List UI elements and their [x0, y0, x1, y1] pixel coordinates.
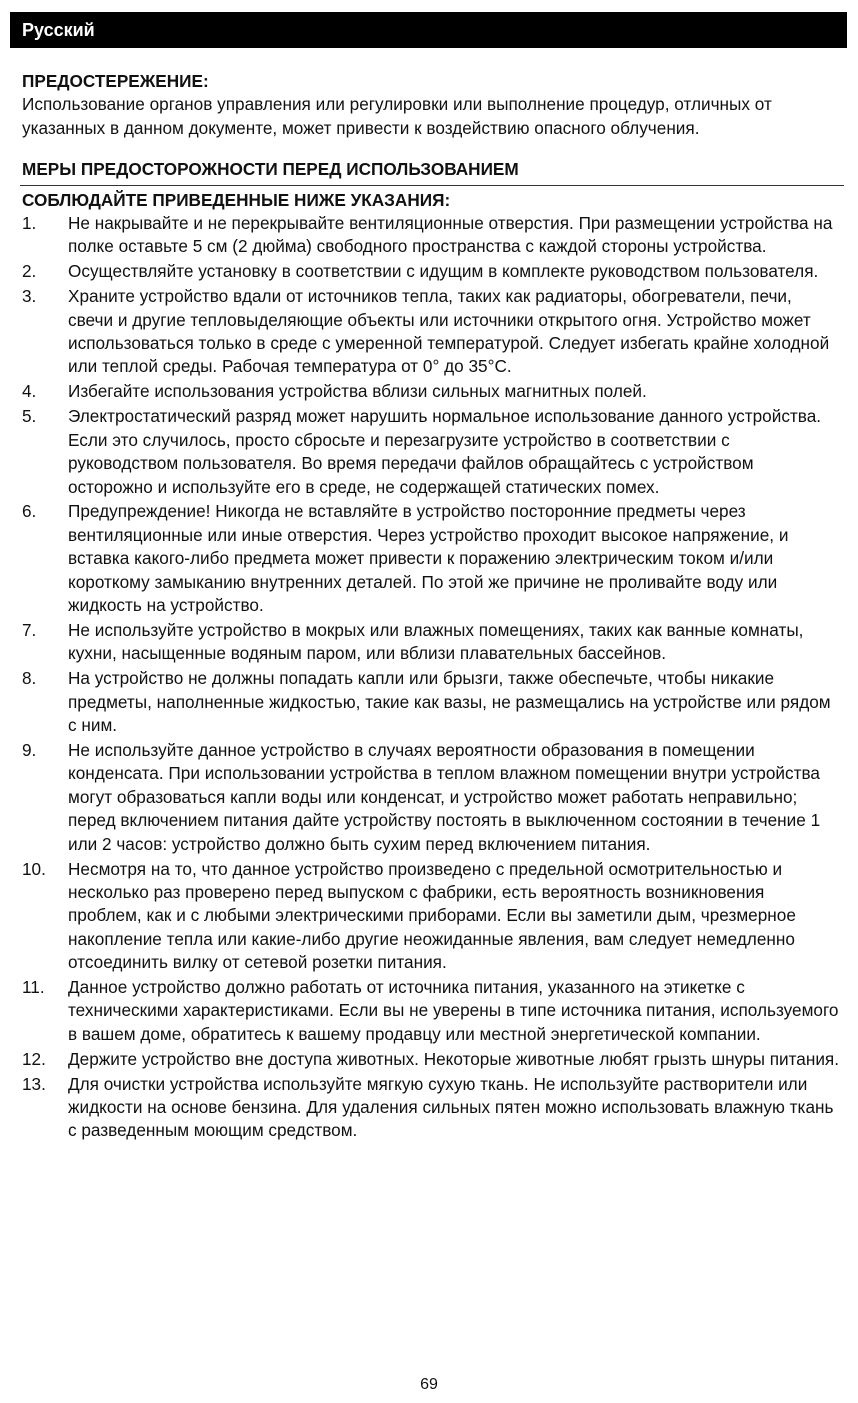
item-number: 3.	[22, 286, 37, 307]
item-number: 5.	[22, 406, 37, 427]
item-number: 13.	[22, 1073, 46, 1094]
item-text: Осуществляйте установку в соответствии с идущим в комплекте руководством пользователя.	[68, 261, 819, 282]
item-text: Предупреждение! Никогда не вставляйте в устройство посторонние предметы через вентиляционные или иные отверстия. Через устройство проходит высокое напряжение, и вставка какого-либо предмета может привести к поражению электрическим током и/или короткому замыканию внутренних деталей. По этой же причине не проливайте воду или жидкость на устройство.	[68, 501, 789, 616]
list-item	[22, 500, 840, 617]
item-number: 8.	[22, 668, 37, 689]
precautions-subtitle: СОБЛЮДАЙТЕ ПРИВЕДЕННЫЕ НИЖЕ УКАЗАНИЯ:	[22, 189, 451, 210]
warning-title: ПРЕДОСТЕРЕЖЕНИЕ:	[22, 71, 209, 91]
list-item	[22, 405, 840, 499]
item-number: 4.	[22, 381, 37, 402]
list-item	[22, 1073, 840, 1143]
section-divider	[20, 185, 844, 186]
document-body	[22, 70, 840, 1144]
precautions-list	[22, 212, 840, 1143]
item-number: 7.	[22, 619, 37, 640]
warning-text: Использование органов управления или регулировки или выполнение процедур, отличных от указанных в данном документе, может привести к воздействию опасного облучения.	[22, 94, 772, 138]
item-text: Данное устройство должно работать от источника питания, указанного на этикетке с техническими характеристиками. Если вы не уверены в типе источника питания, используемого в вашем доме, обратитесь к вашему продавцу или местной энергетической компании.	[68, 977, 839, 1044]
item-number: 12.	[22, 1048, 46, 1069]
page-number: 69	[420, 1376, 438, 1393]
item-text: Храните устройство вдали от источников тепла, таких как радиаторы, обогреватели, печи, свечи и другие тепловыделяющие объекты или источники открытого огня. Устройство может использоваться только в среде с умеренной температурой. Следует избегать крайне холодной или теплой среды. Рабочая температура от 0° до 35°C.	[68, 286, 830, 377]
item-number: 2.	[22, 261, 37, 282]
item-text: Электростатический разряд может нарушить нормальное использование данного устройства. Если это случилось, просто сбросьте и перезагрузите устройство в соответствии с руководством пользователя. Во время передачи файлов обращайтесь с устройством осторожно и используйте его в среде, не содержащей статических помех.	[68, 406, 822, 497]
item-number: 10.	[22, 858, 46, 879]
item-number: 11.	[22, 977, 45, 998]
list-item	[22, 260, 840, 283]
item-text: Не используйте устройство в мокрых или влажных помещениях, таких как ванные комнаты, кухни, насыщенные водяным паром, или вблизи плавательных бассейнов.	[68, 619, 804, 664]
list-item	[22, 667, 840, 737]
item-number: 1.	[22, 213, 37, 234]
item-text: Для очистки устройства используйте мягкую сухую ткань. Не используйте растворители или жидкости на основе бензина. Для удаления сильных пятен можно использовать влажную ткань с разведенным моющим средством.	[68, 1073, 834, 1141]
list-item	[22, 285, 840, 379]
item-number: 9.	[22, 739, 37, 760]
language-header-bar	[10, 12, 847, 48]
list-item	[22, 619, 840, 666]
list-item	[22, 212, 840, 259]
item-text: Не используйте данное устройство в случаях вероятности образования в помещении конденсата. При использовании устройства в теплом влажном помещении внутри устройства могут образоваться капли воды или конденсат, и устройство может работать неправильно; перед включением питания дайте устройству постоять в выключенном состоянии в течение 1 или 2 часов: устройство должно быть сухим перед включением питания.	[68, 739, 821, 854]
list-item	[22, 1048, 840, 1071]
item-text: Избегайте использования устройства вблизи сильных магнитных полей.	[68, 381, 647, 402]
item-text: Держите устройство вне доступа животных. Некоторые животные любят грызть шнуры питания.	[68, 1048, 840, 1069]
item-text: Несмотря на то, что данное устройство произведено с предельной осмотрительностью и несколько раз проверено перед выпуском с фабрики, есть вероятность возникновения проблем, как и с любыми электрическими приборами. Если вы заметили дым, чрезмерное накопление тепла или какие-либо другие неожиданные явления, вам следует немедленно отсоединить вилку от сетевой розетки питания.	[68, 858, 796, 973]
language-label: Русский	[22, 20, 95, 40]
precautions-title: МЕРЫ ПРЕДОСТОРОЖНОСТИ ПЕРЕД ИСПОЛЬЗОВАНИЕМ	[22, 159, 519, 180]
list-item	[22, 380, 840, 403]
item-text: Не накрывайте и не перекрывайте вентиляционные отверстия. При размещении устройства на полке оставьте 5 см (2 дюйма) свободного пространства с каждой стороны устройства.	[68, 213, 833, 257]
list-item	[22, 976, 840, 1046]
list-item	[22, 858, 840, 975]
list-item	[22, 739, 840, 856]
item-number: 6.	[22, 501, 37, 522]
item-text: На устройство не должны попадать капли или брызги, также обеспечьте, чтобы никакие предметы, наполненные жидкостью, такие как вазы, не размещались на устройстве или рядом с ним.	[68, 668, 831, 736]
